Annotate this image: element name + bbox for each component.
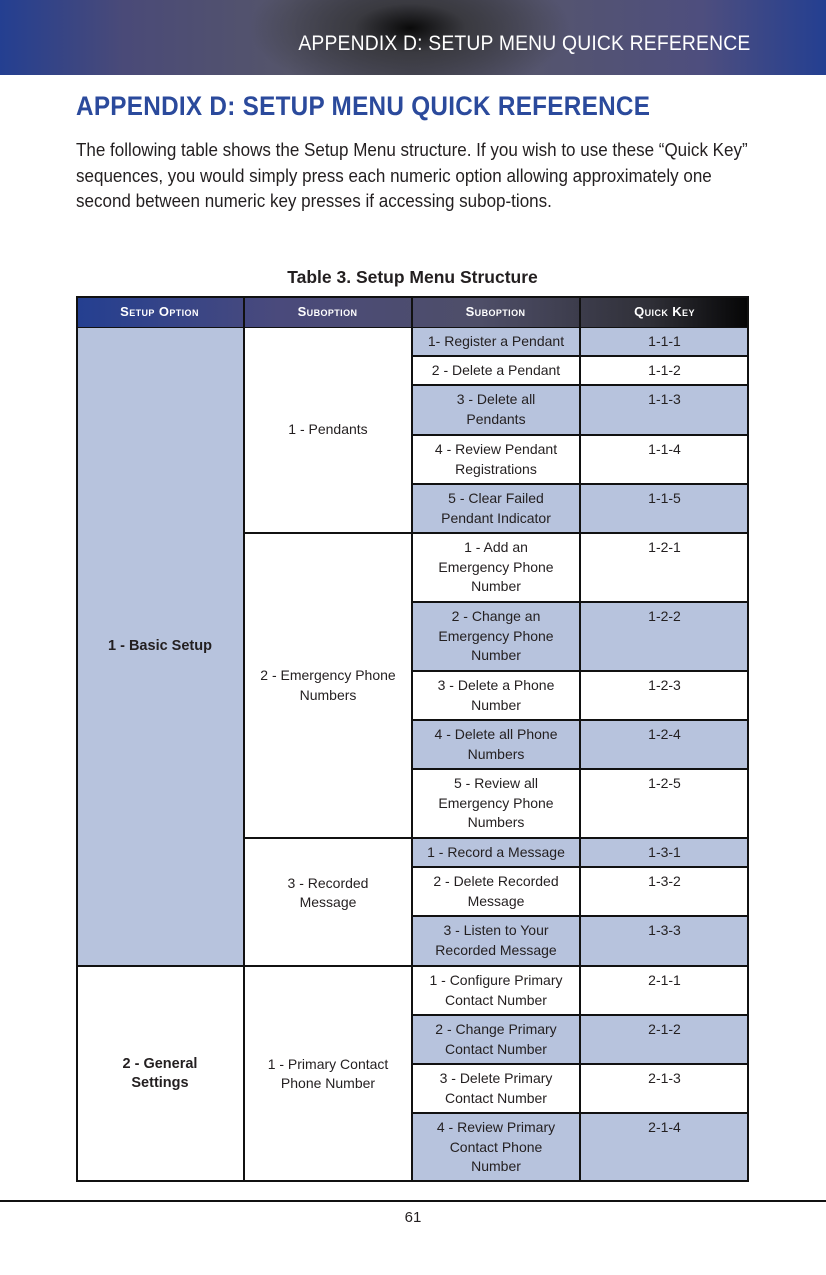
table-row-quick-key: 1-2-4 — [580, 720, 749, 769]
header-suboption-1: Suboption — [244, 296, 412, 327]
table-row-suboption: 1 - Record a Message — [412, 838, 580, 867]
setup-menu-table — [76, 296, 749, 1182]
table-row-suboption: 4 - Review Pendant Registrations — [412, 435, 580, 484]
header-suboption-2: Suboption — [412, 296, 580, 327]
suboption-cell: 1 - Pendants — [244, 327, 412, 533]
footer-rule — [0, 1200, 826, 1202]
table-row-quick-key: 1-2-3 — [580, 671, 749, 720]
page-number: 61 — [404, 1209, 422, 1226]
column-divider — [579, 296, 581, 1182]
table-row-quick-key: 1-3-2 — [580, 867, 749, 916]
table-row-quick-key: 1-1-4 — [580, 435, 749, 484]
table-row-suboption: 2 - Delete Recorded Message — [412, 867, 580, 916]
table-row-suboption: 2 - Delete a Pendant — [412, 356, 580, 385]
table-row-quick-key: 1-1-2 — [580, 356, 749, 385]
header-quick-key: Quick Key — [634, 304, 695, 319]
table-row-quick-key: 1-2-5 — [580, 769, 749, 838]
intro-paragraph: The following table shows the Setup Menu structure. If you wish to use these “Quick Key” sequences, you would simply press each numeric option allowing approximately one second between numeric key presses if accessing subop-tions. — [76, 139, 748, 211]
table-row-suboption: 4 - Delete all Phone Numbers — [412, 720, 580, 769]
table-row-suboption: 2 - Change Primary Contact Number — [412, 1015, 580, 1064]
table-row-quick-key: 1-1-3 — [580, 385, 749, 435]
table-row-suboption: 2 - Change an Emergency Phone Number — [412, 602, 580, 671]
table-row-suboption: 1- Register a Pendant — [412, 327, 580, 356]
table-row-quick-key: 1-3-1 — [580, 838, 749, 867]
header-setup-option: Setup Option — [76, 296, 244, 327]
suboption-cell: 1 - Primary Contact Phone Number — [244, 966, 412, 1182]
table-row-quick-key: 2-1-2 — [580, 1015, 749, 1064]
table-row-suboption: 3 - Delete all Pendants — [412, 385, 580, 435]
table-row-suboption: 4 - Review Primary Contact Phone Number — [412, 1113, 580, 1182]
table-row-quick-key: 1-3-3 — [580, 916, 749, 966]
table-row-suboption: 3 - Delete a Phone Number — [412, 671, 580, 720]
table-row-suboption: 3 - Listen to Your Recorded Message — [412, 916, 580, 966]
setup-option-cell: 2 - General Settings — [76, 966, 244, 1182]
banner-title: APPENDIX D: SETUP MENU QUICK REFERENCE — [297, 32, 750, 55]
table-row-quick-key: 1-2-2 — [580, 602, 749, 671]
table-caption: Table 3. Setup Menu Structure — [287, 267, 538, 287]
setup-option-cell: 1 - Basic Setup — [76, 327, 244, 966]
table-row-quick-key: 1-2-1 — [580, 533, 749, 602]
column-divider — [411, 296, 413, 1182]
column-divider — [243, 296, 245, 1182]
page-title: APPENDIX D: SETUP MENU QUICK REFERENCE — [76, 91, 651, 121]
section-divider — [76, 965, 749, 967]
table-row-quick-key: 2-1-3 — [580, 1064, 749, 1113]
suboption-cell: 2 - Emergency Phone Numbers — [244, 533, 412, 838]
table-row-quick-key: 2-1-1 — [580, 966, 749, 1015]
table-row-suboption: 5 - Clear Failed Pendant Indicator — [412, 484, 580, 533]
table-row-suboption: 3 - Delete Primary Contact Number — [412, 1064, 580, 1113]
table-row-quick-key: 1-1-1 — [580, 327, 749, 356]
table-row-quick-key: 1-1-5 — [580, 484, 749, 533]
table-row-quick-key: 2-1-4 — [580, 1113, 749, 1182]
table-row-suboption: 1 - Configure Primary Contact Number — [412, 966, 580, 1015]
top-banner — [0, 0, 826, 75]
table-row-suboption: 5 - Review all Emergency Phone Numbers — [412, 769, 580, 838]
table-row-suboption: 1 - Add an Emergency Phone Number — [412, 533, 580, 602]
suboption-cell: 3 - Recorded Message — [244, 838, 412, 966]
